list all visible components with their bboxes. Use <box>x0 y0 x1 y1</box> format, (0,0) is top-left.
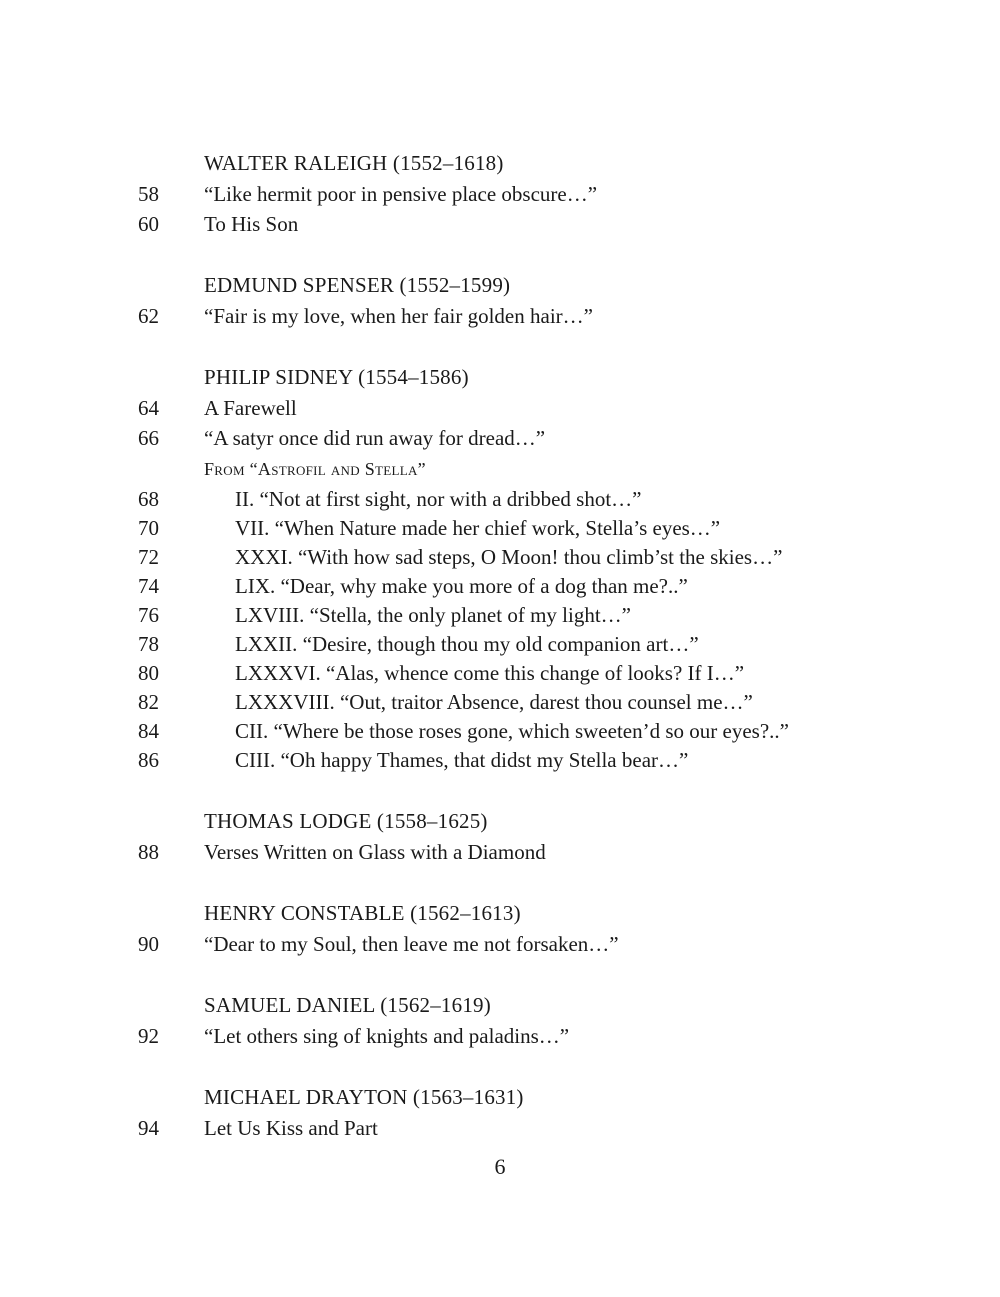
entry-title: LIX. “Dear, why make you more of a dog than me?..” <box>235 574 688 598</box>
author-heading: SAMUEL DANIEL (1562–1619) <box>204 993 491 1017</box>
toc-section-spenser <box>0 270 1000 331</box>
entry-page-number: 82 <box>138 690 159 714</box>
entry-page-number: 92 <box>138 1024 159 1048</box>
toc-subentry[interactable] <box>0 543 1000 572</box>
toc-subentry[interactable] <box>0 746 1000 775</box>
entry-title: To His Son <box>204 212 299 236</box>
entry-page-number: 70 <box>138 516 159 540</box>
sequence-subheading: From “Astrofil and Stella” <box>204 459 426 479</box>
toc-section-lodge <box>0 806 1000 867</box>
entry-page-number: 86 <box>138 748 159 772</box>
entry-title: “Like hermit poor in pensive place obscure…” <box>204 182 598 206</box>
toc-entry[interactable] <box>0 837 1000 867</box>
table-of-contents <box>0 148 1000 1143</box>
entry-title: XXXI. “With how sad steps, O Moon! thou climb’st the skies…” <box>235 545 783 569</box>
author-heading: HENRY CONSTABLE (1562–1613) <box>204 901 521 925</box>
toc-section-daniel <box>0 990 1000 1051</box>
toc-entry[interactable] <box>0 209 1000 239</box>
toc-entry[interactable] <box>0 393 1000 423</box>
toc-subentry[interactable] <box>0 514 1000 543</box>
entry-page-number: 76 <box>138 603 159 627</box>
entry-page-number: 74 <box>138 574 159 598</box>
entry-title: “Fair is my love, when her fair golden hair…” <box>204 304 593 328</box>
entry-title: A Farewell <box>204 396 297 420</box>
page-number: 6 <box>494 1154 506 1179</box>
toc-subentry[interactable] <box>0 601 1000 630</box>
entry-title: CIII. “Oh happy Thames, that didst my Stella bear…” <box>235 748 689 772</box>
entry-page-number: 84 <box>138 719 159 743</box>
entry-page-number: 80 <box>138 661 159 685</box>
toc-section-drayton <box>0 1082 1000 1143</box>
author-heading: EDMUND SPENSER (1552–1599) <box>204 273 511 297</box>
toc-subentry[interactable] <box>0 572 1000 601</box>
entry-page-number: 62 <box>138 304 159 328</box>
entry-title: CII. “Where be those roses gone, which sweeten’d so our eyes?..” <box>235 719 789 743</box>
entry-page-number: 94 <box>138 1116 159 1140</box>
entry-page-number: 66 <box>138 426 159 450</box>
toc-subentry[interactable] <box>0 717 1000 746</box>
toc-subentry[interactable] <box>0 630 1000 659</box>
entry-title: LXXXVI. “Alas, whence come this change of looks? If I…” <box>235 661 745 685</box>
author-heading: PHILIP SIDNEY (1554–1586) <box>204 365 469 389</box>
entry-title: VII. “When Nature made her chief work, Stella’s eyes…” <box>235 516 721 540</box>
entry-page-number: 78 <box>138 632 159 656</box>
toc-section-sidney <box>0 362 1000 775</box>
toc-subentry[interactable] <box>0 485 1000 514</box>
entry-title: LXXII. “Desire, though thou my old companion art…” <box>235 632 699 656</box>
entry-page-number: 90 <box>138 932 159 956</box>
toc-entry[interactable] <box>0 423 1000 453</box>
toc-section-raleigh <box>0 148 1000 239</box>
entry-title: “A satyr once did run away for dread…” <box>204 426 546 450</box>
entry-title: LXVIII. “Stella, the only planet of my light…” <box>235 603 631 627</box>
entry-page-number: 58 <box>138 182 159 206</box>
entry-title: “Dear to my Soul, then leave me not forsaken…” <box>204 932 619 956</box>
toc-entry[interactable] <box>0 1021 1000 1051</box>
author-heading: MICHAEL DRAYTON (1563–1631) <box>204 1085 524 1109</box>
toc-section-constable <box>0 898 1000 959</box>
toc-entry[interactable] <box>0 301 1000 331</box>
entry-page-number: 72 <box>138 545 159 569</box>
toc-entry[interactable] <box>0 179 1000 209</box>
entry-title: Let Us Kiss and Part <box>204 1116 378 1140</box>
toc-subentry[interactable] <box>0 659 1000 688</box>
entry-page-number: 64 <box>138 396 159 420</box>
author-heading: WALTER RALEIGH (1552–1618) <box>204 151 504 175</box>
toc-subentry[interactable] <box>0 688 1000 717</box>
entry-page-number: 68 <box>138 487 159 511</box>
entry-page-number: 60 <box>138 212 159 236</box>
entry-title: LXXXVIII. “Out, traitor Absence, darest thou counsel me…” <box>235 690 753 714</box>
entry-title: II. “Not at first sight, nor with a dribbed shot…” <box>235 487 642 511</box>
toc-entry[interactable] <box>0 1113 1000 1143</box>
author-heading: THOMAS LODGE (1558–1625) <box>204 809 488 833</box>
entry-title: “Let others sing of knights and paladins…” <box>204 1024 570 1048</box>
toc-entry[interactable] <box>0 929 1000 959</box>
entry-title: Verses Written on Glass with a Diamond <box>204 840 546 864</box>
entry-page-number: 88 <box>138 840 159 864</box>
